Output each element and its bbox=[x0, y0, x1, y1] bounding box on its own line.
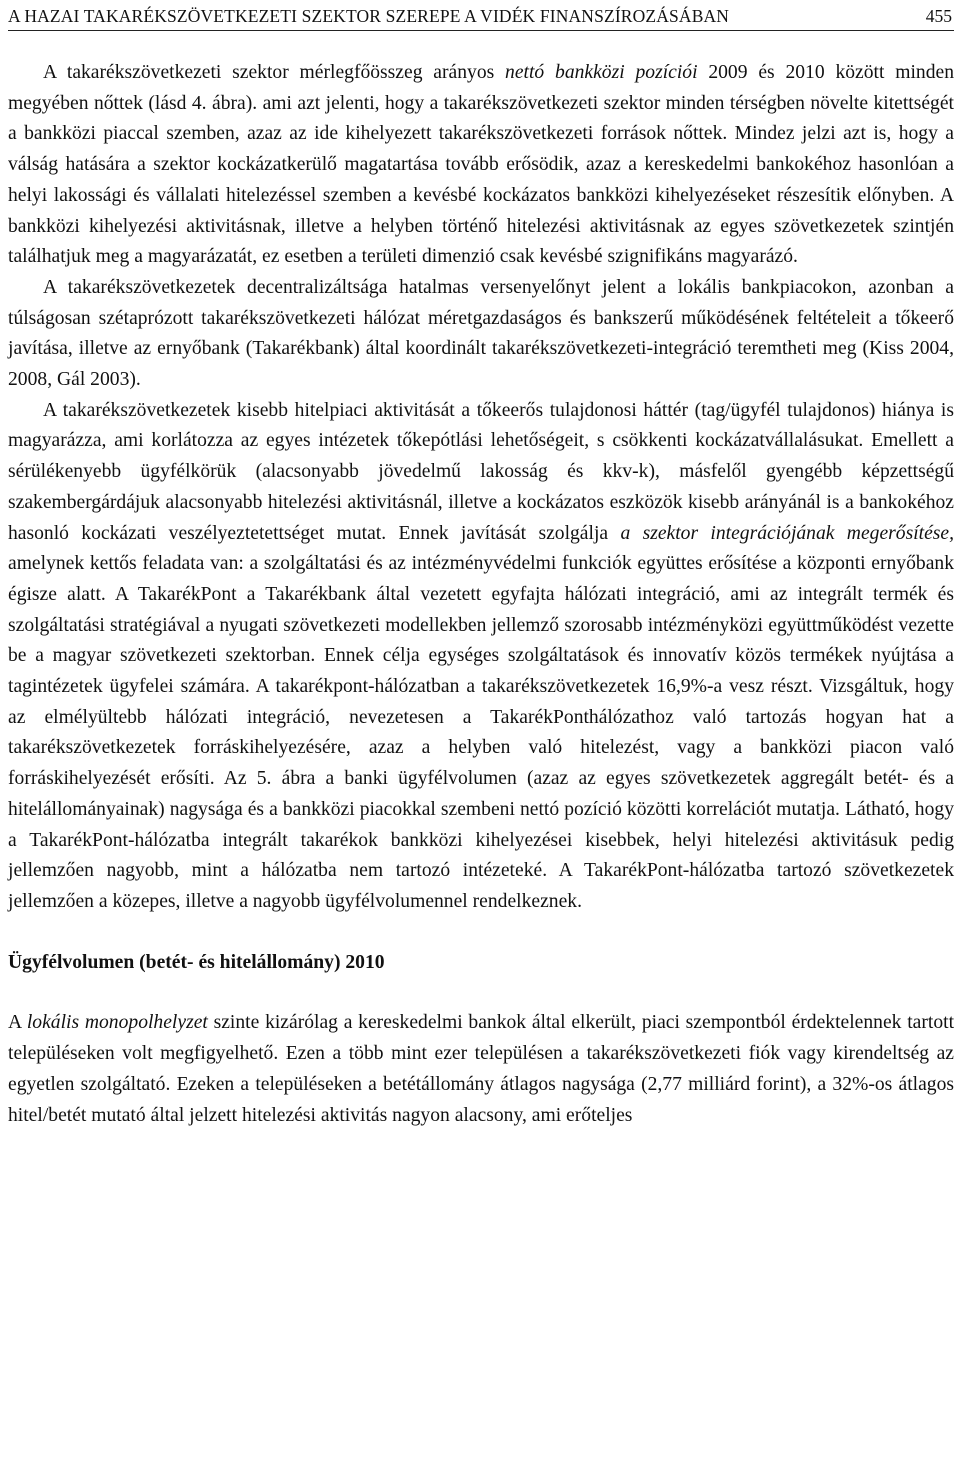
paragraph-1-emphasis: nettó bankközi pozíciói bbox=[505, 62, 698, 83]
paragraph-1-text-c: 2009 és 2010 között minden megyében nőttek (lásd 4. ábra). ami azt jelenti, hogy a takarékszövetkezeti szektor minden térségben növelte kitettségét a bankközi piaccal szemben, azaz az ide kihelyezett takarékszövetkezeti források nőttek. Mindez jelzi azt is, hogy a válság hatására a szektor kockázatkerülő magatartása tovább erősödik, azaz a kereskedelmi bankokéhoz hasonlóan a helyi lakossági és vállalati hitelezéssel szemben a kevésbé kockázatos bankközi kihelyezéseket részesítik előnyben. A bankközi kihelyezési aktivitásnak, illetve a helyben történő hitelezési aktivitásnak az egyes szövetkezetek szintjén találhatjuk meg a magyarázatát, ez esetben a területi dimenzió csak kevésbé szignifikáns magyarázó. bbox=[8, 62, 954, 268]
running-header-title: A HAZAI TAKARÉKSZÖVETKEZETI SZEKTOR SZEREPE A VIDÉK FINANSZÍROZÁSÁBAN bbox=[8, 6, 730, 26]
paragraph-2: A takarékszövetkezetek decentralizáltsága hatalmas versenyelőnyt jelent a lokális bankpiacokon, azonban a túlságosan szétaprózott takarékszövetkezeti hálózat méretgazdaságos és bankszerű működésének feltételeit a tőkeerő javítása, illetve az ernyőbank (Takarékbank) által koordinált takarékszövetkezeti-integráció teremtheti meg (Kiss 2004, 2008, Gál 2003). bbox=[8, 276, 954, 391]
page-number: 455 bbox=[925, 6, 952, 26]
paragraph-3 bbox=[8, 396, 954, 918]
paragraph-4-emphasis: lokális monopolhelyzet bbox=[26, 1012, 208, 1034]
body-text bbox=[8, 58, 954, 1131]
paragraph-3-text-a: A takarékszövetkezetek kisebb hitelpiaci aktivitását a tőkeerős tulajdonosi háttér (tag/ügyfél tulajdonos) hiánya is magyarázza, ami korlátozza az egyes intézetek tőkepótlási lehetőségeit, s csökkenti kockázatvállalásukat. Emellett a sérülékenyebb ügyfélkörük (alacsonyabb jövedelmű lakosság és kkv-k), másfelől gyengébb képzettségű szakembergárdájuk alacsonyabb hitelezési aktivitásnál, illetve a kockázatos eszközök kisebb arányánál is a bankokéhoz hasonló kockázati veszélyeztetettséget mutat. Ennek javítását szolgálja bbox=[8, 399, 954, 544]
paragraph-3-text-c: amelynek kettős feladata van: a szolgáltatási és az intézményvédelmi funkciók együttes erősítése a központi ernyőbank égisze alatt. A TakarékPont a Takarékbank által vezetett egyfajta hálózati integráció, ami az integrált termék és szolgáltatási stratégiával a nyugati szövetkezeti modellekben jellemző szorosabb intézményközi együttműködést vezette be a magyar szövetkezeti szektorban. Ennek célja egységes szolgáltatások és innovatív közös termékek nyújtása a tagintézetek ügyfelei számára. A takarékpont-hálózatban a takarékszövetkezetek 16,9%-a vesz részt. Vizsgáltuk, hogy az elmélyültebb hálózati integráció, nevezetesen a TakarékPonthálózathoz való tartozás hogyan hat a takarékszövetkezetek forráskihelyezésére, azaz a helyben való hitelezést, vagy a bankközi piacon való forráskihelyezését erősíti. Az 5. ábra a banki ügyfélvolumen (azaz az egyes szövetkezetek aggregált betét- és a hitelállományainak) nagysága és a bankközi piacokkal szembeni nettó pozíció közötti korrelációt mutatja. Látható, hogy a TakarékPont-hálózatba integrált takarékok bankközi kihelyezései kisebbek, helyi hitelezési aktivitásuk pedig jellemzően nagyobb, mint a hálózatba nem tartozó intézeteké. A TakarékPont-hálózatba tartozó szövetkezetek jellemzően a közepes, illetve a nagyobb ügyfélvolumennel rendelkeznek. bbox=[8, 553, 954, 912]
section-heading: Ügyfélvolumen (betét- és hitelállomány) 2010 bbox=[8, 951, 385, 973]
paragraph-3-emphasis: a szektor integrációjának megerősítése, bbox=[620, 522, 955, 544]
running-header bbox=[8, 4, 954, 31]
paragraph-1-text-a: A takarékszövetkezeti szektor mérlegfőösszeg arányos bbox=[43, 62, 506, 83]
document-page bbox=[8, 0, 954, 1131]
paragraph-4-text-a: A bbox=[8, 1012, 27, 1034]
paragraph-4-text-c: szinte kizárólag a kereskedelmi bankok által elkerült, piaci szempontból érdektelennek tartott településeken volt megfigyelhető. Ezen a több mint ezer településen a takarékszövetkezeti fiók vagy kirendeltség az egyetlen szolgáltató. Ezeken a településeken a betétállomány átlagos nagysága (2,77 milliárd forint), a 32%-os átlagos hitel/betét mutató által jelzett hitelezési aktivitás nagyon alacsony, ami erőteljes bbox=[8, 1012, 955, 1126]
paragraph-1 bbox=[8, 58, 954, 273]
paragraph-4 bbox=[8, 1008, 954, 1131]
